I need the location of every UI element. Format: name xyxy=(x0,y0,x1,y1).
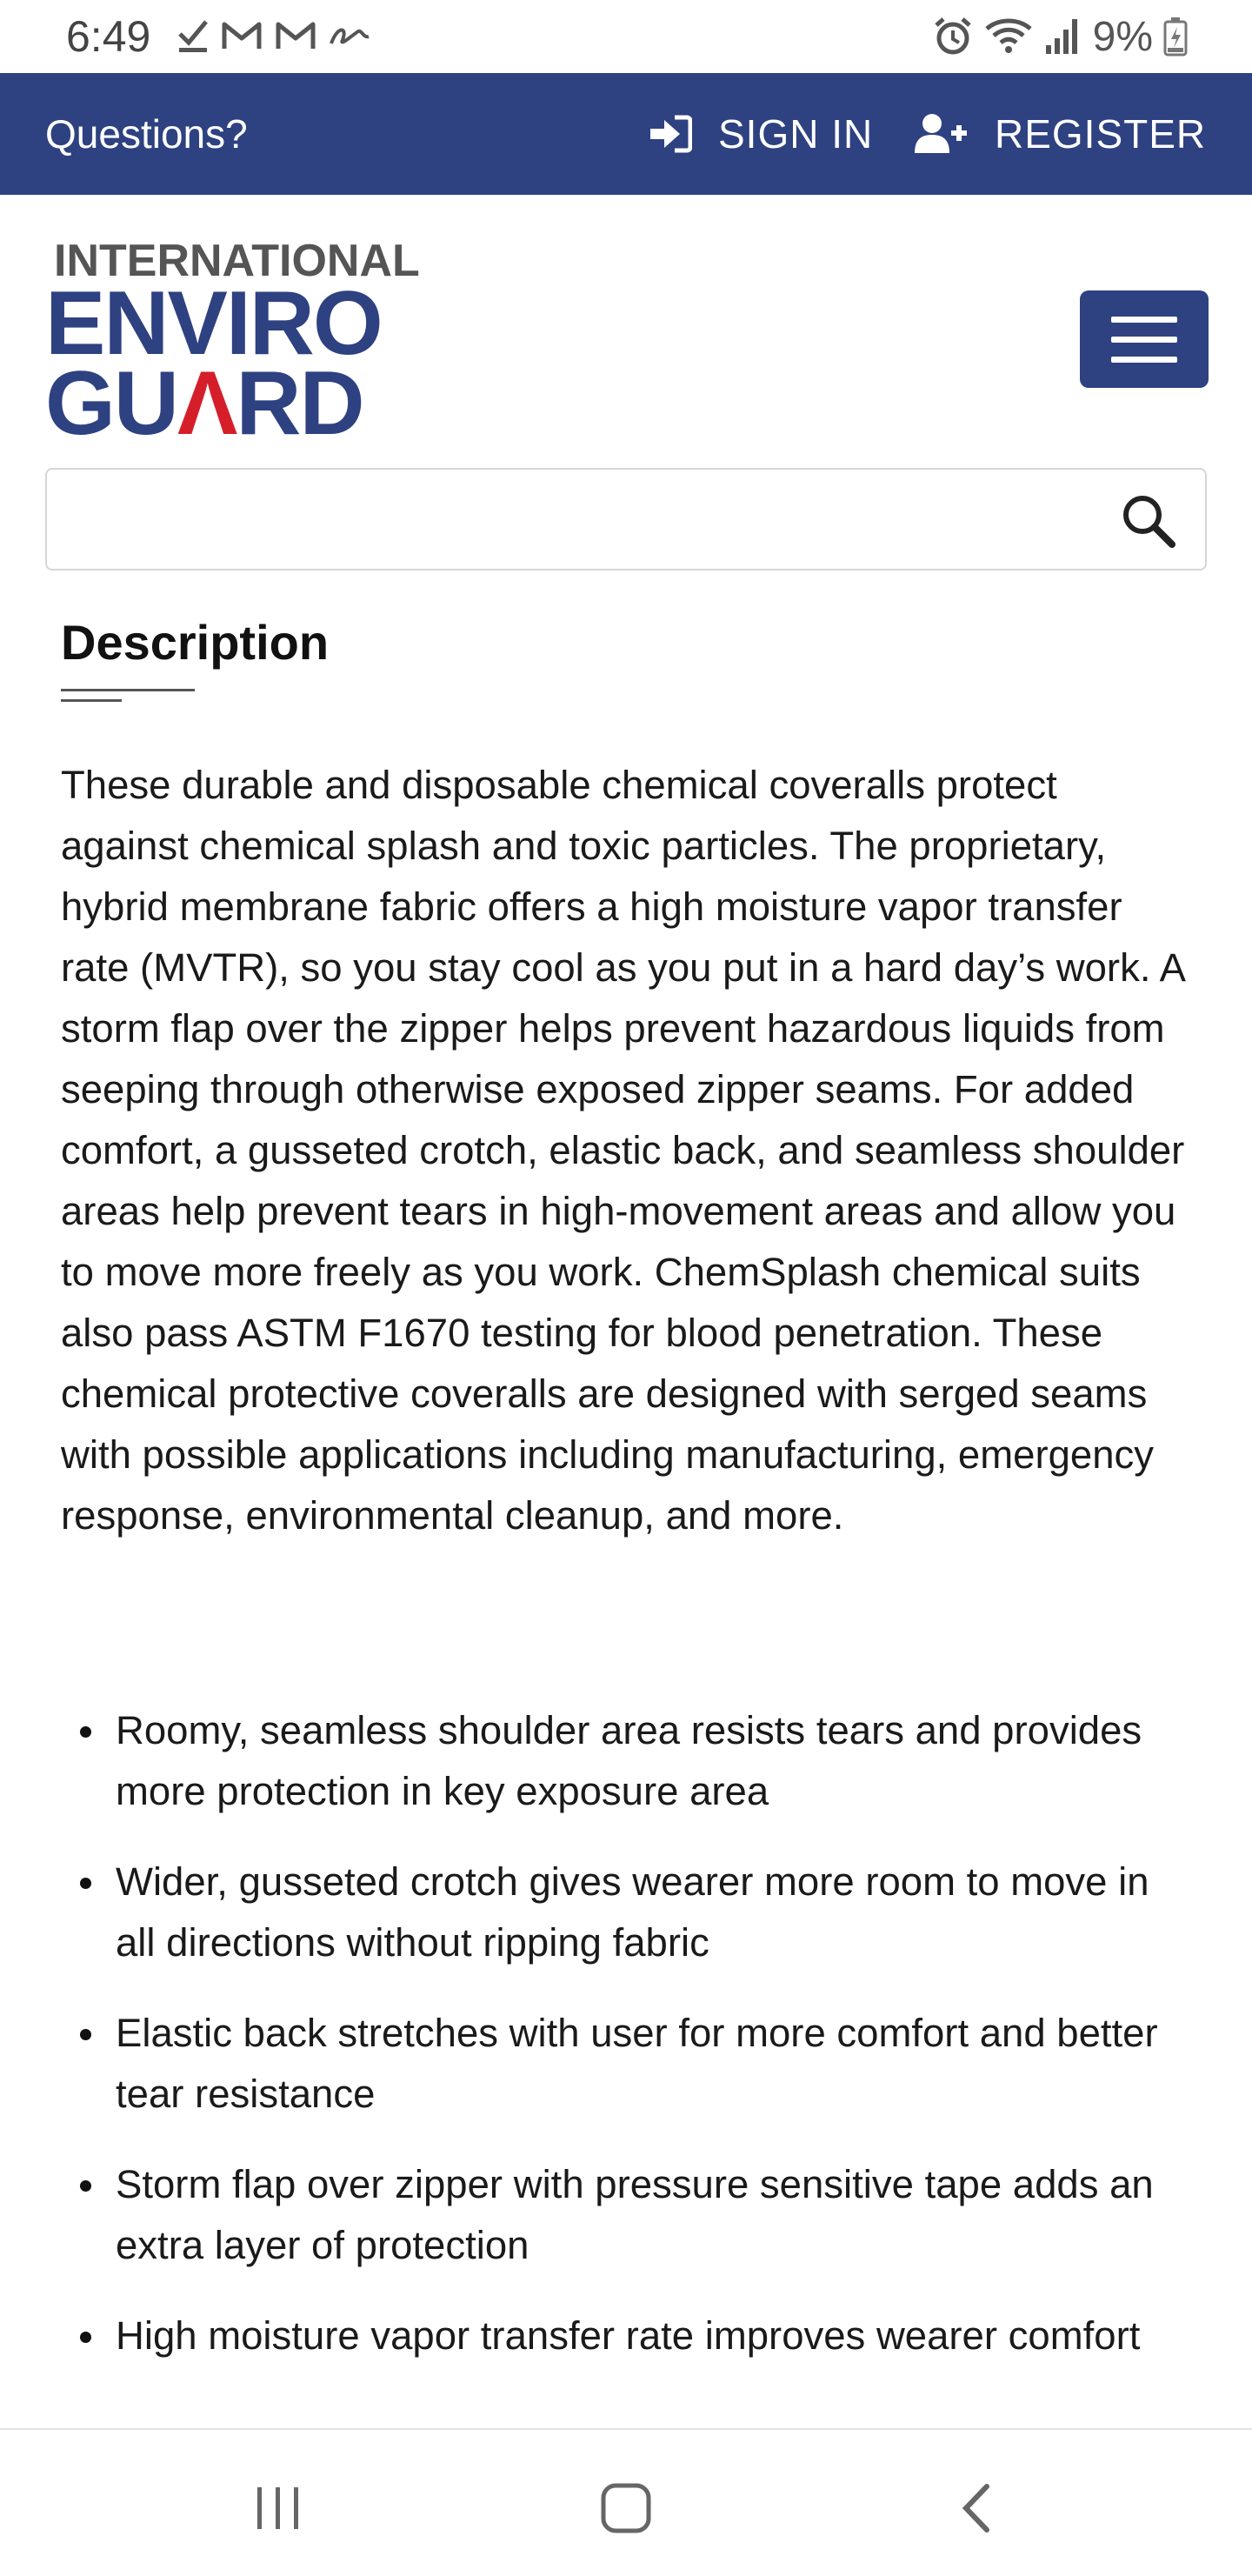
section-title: Description xyxy=(61,615,330,670)
hamburger-icon-bar xyxy=(1111,317,1177,323)
sign-in-link[interactable] xyxy=(649,73,873,195)
list-item: Wider, gusseted crotch gives wearer more room to move in all directions without ripping fabric xyxy=(61,1852,1191,1973)
gmail-icon xyxy=(275,19,316,52)
logo-line-1: INTERNATIONAL xyxy=(54,236,420,286)
title-underline-short xyxy=(61,699,122,702)
wifi-icon xyxy=(983,17,1034,57)
system-icons xyxy=(933,12,1188,61)
alarm-icon xyxy=(933,17,973,57)
search-input[interactable] xyxy=(68,487,1097,555)
battery-percent: 9% xyxy=(1092,13,1153,60)
list-item: Storm flap over zipper with pressure sensitive tape adds an extra layer of protection xyxy=(61,2154,1191,2276)
hamburger-icon-bar xyxy=(1111,357,1177,363)
gmail-icon xyxy=(221,19,263,52)
search-icon[interactable] xyxy=(1118,491,1179,551)
list-item: High moisture vapor transfer rate improves wearer comfort xyxy=(61,2306,1191,2366)
home-button[interactable] xyxy=(591,2473,661,2543)
home-icon xyxy=(599,2481,653,2535)
system-nav-bar xyxy=(0,2428,1252,2576)
notification-icons xyxy=(177,14,370,57)
search-box xyxy=(45,468,1207,571)
list-item: Elastic back stretches with user for more comfort and better tear resistance xyxy=(61,2003,1191,2125)
register-link[interactable] xyxy=(913,73,1206,195)
signature-icon xyxy=(329,23,370,49)
status-bar xyxy=(0,0,1252,73)
sign-in-label: SIGN IN xyxy=(718,111,874,157)
battery-icon xyxy=(1163,17,1188,57)
logo-line-3: GUΛRD xyxy=(45,353,363,454)
title-underline xyxy=(61,689,195,691)
add-user-icon xyxy=(913,113,969,155)
site-logo[interactable] xyxy=(45,235,445,454)
menu-button[interactable] xyxy=(1080,290,1209,388)
back-button[interactable] xyxy=(941,2473,1010,2543)
bullet-icon xyxy=(80,1878,91,1889)
sign-in-icon xyxy=(649,115,692,153)
bullet-icon xyxy=(80,2332,91,2343)
hamburger-icon-bar xyxy=(1111,337,1177,343)
check-icon xyxy=(177,18,209,53)
bullet-icon xyxy=(80,2029,91,2040)
questions-link[interactable]: Questions? xyxy=(45,111,248,157)
feature-list xyxy=(61,1700,1191,2396)
status-time: 6:49 xyxy=(66,12,151,61)
logo-line-2: ENVIRO xyxy=(45,273,382,374)
bullet-icon xyxy=(80,1726,91,1738)
top-bar xyxy=(0,73,1252,195)
description-text: These durable and disposable chemical coveralls protect against chemical splash and toxic particles. The proprietary, hybrid membrane fabric offers a high moisture vapor transfer rate (MVTR), so you stay cool as you put in a hard day’s work. A storm flap over the zipper helps prevent hazardous liquids from seeping through otherwise exposed zipper seams. For added comfort, a gusseted crotch, elastic back, and seamless shoulder areas help prevent tears in high-movement areas and allow you to move more freely as you work. ChemSplash chemical suits also pass ASTM F1670 testing for blood penetration. These chemical protective coveralls are designed with serged seams with possible applications including manufacturing, emergency response, environmental cleanup, and more. xyxy=(61,763,1185,1538)
signal-icon xyxy=(1044,17,1082,56)
list-item: Roomy, seamless shoulder area resists tears and provides more protection in key exposure area xyxy=(61,1700,1191,1822)
recents-button[interactable] xyxy=(243,2473,313,2543)
back-icon xyxy=(956,2481,996,2535)
recents-icon xyxy=(252,2484,304,2533)
register-label: REGISTER xyxy=(995,111,1207,157)
bullet-icon xyxy=(80,2180,91,2192)
